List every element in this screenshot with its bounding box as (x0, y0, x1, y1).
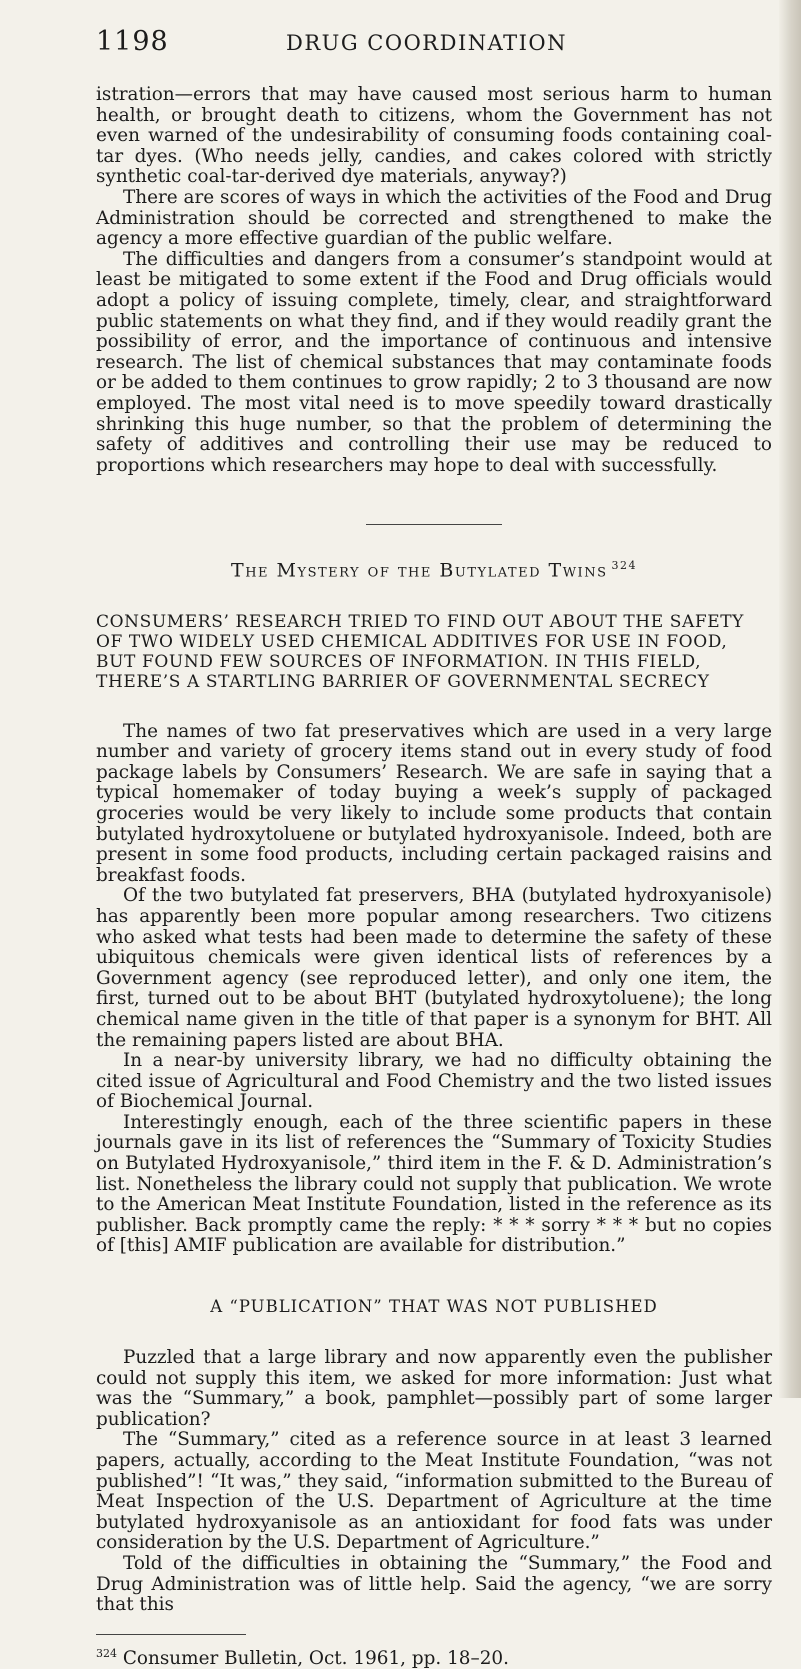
paragraph: There are scores of ways in which the activities of the Food and Drug Administration should be corrected and strengthened to make the agency a more effective guardian of the public welfare. (96, 186, 772, 250)
subheading: A “PUBLICATION” THAT WAS NOT PUBLISHED (210, 1297, 658, 1317)
paragraph: The “Summary,” cited as a reference source in at least 3 learned papers, actually, according to the Meat Institute Foundation, “was not published”! “It was,” they said, “information submitted to the Bureau of Meat Inspection of the U.S. Department of Agriculture at the time butylated hydroxyanisole as an antioxidant for food fats was under consideration by the U.S. Department of Agriculture.” (96, 1429, 772, 1554)
paragraph: The difficulties and dangers from a consumer’s standpoint would at least be mitigated to some extent if the Food and Drug officials would adopt a policy of issuing complete, timely, clear, and straightforward public statements on what they find, and if they would readily grant the possibility of error, and the importance of continuous and intensive research. The list of chemical substances that may contaminate foods or be added to them continues to grow rapidly; 2 to 3 thousand are now employed. The most vital need is to move speedily toward drastically shrinking this huge number, so that the problem of determining the safety of additives and controlling their use may be reduced to proportions which researchers may hope to deal with successfully. (96, 248, 772, 476)
paragraph: istration—errors that may have caused most serious harm to human health, or brought death to citizens, whom the Government has not even warned of the undesirability of consuming foods containing coal-tar dyes. (Who needs jelly, candies, and cakes colored with strictly synthetic coal-tar-derived dye materials, anyway?) (96, 84, 772, 188)
paragraph: Interestingly enough, each of the three scientific papers in these journals gave in its list of references the “Summary of Toxicity Studies on Butylated Hydroxyanisole,” third item in the F. & D. Administration’s list. Nonetheless the library could not supply that publication. We wrote to the American Meat Institute Foundation, listed in the reference as its publisher. Back promptly came the reply: * * * sorry * * * but no copies of [this] AMIF publication are available for distribution.” (96, 1111, 772, 1257)
page-edge-shadow (779, 0, 801, 1398)
footnote-divider (96, 1634, 246, 1635)
paragraph: Told of the difficulties in obtaining the “Summary,” the Food and Drug Administration was of little help. Said the agency, “we are sorry that this (96, 1552, 772, 1616)
paragraph: In a near-by university library, we had no difficulty obtaining the cited issue of Agricultural and Food Chemistry and the two listed issues of Biochemical Journal. (96, 1050, 772, 1113)
paragraph: Puzzled that a large library and now apparently even the publisher could not supply this item, we asked for more information: Just what was the “Summary,” a book, pamphlet—possibly part of some larger publication? (96, 1347, 772, 1430)
document-page (96, 26, 772, 1669)
running-header (96, 26, 772, 57)
page-number: 1198 (96, 26, 169, 57)
footnote-mark: 324 (96, 1646, 117, 1660)
footnote-reference: 324 (611, 559, 637, 573)
footnote (96, 1647, 772, 1669)
section-title (96, 559, 772, 581)
running-title: DRUG COORDINATION (286, 31, 568, 55)
section-summary: CONSUMERS’ RESEARCH TRIED TO FIND OUT ABOUT THE SAFETY OF TWO WIDELY USED CHEMICAL ADDITIVES FOR USE IN FOOD, BUT FOUND FEW SOURCES OF INFORMATION. IN THIS FIELD, THERE’S A STARTLING BARRIER OF GOVERNMENTAL SECRECY (96, 611, 745, 692)
section-divider (366, 524, 502, 525)
paragraph: Of the two butylated fat preservers, BHA (butylated hydroxyanisole) has apparently been more popular among researchers. Two citizens who asked what tests had been made to determine the safety of these ubiquitous chemicals were given identical lists of references by a Government agency (see reproduced letter), and only one item, the first, turned out to be about BHT (butylated hydroxytoluene); the long chemical name given in the title of that paper is a synonym for BHT. All the remaining papers listed are about BHA. (96, 885, 772, 1051)
footnote-text: Consumer Bulletin, Oct. 1961, pp. 18–20. (122, 1647, 509, 1669)
section-title-text: The Mystery of the Butylated Twins (231, 559, 608, 582)
paragraph: The names of two fat preservatives which are used in a very large number and variety of grocery items stand out in every study of food package labels by Consumers’ Research. We are safe in saying that a typical homemaker of today buying a week’s supply of packaged groceries would be very likely to include some products that contain butylated hydroxytoluene or butylated hydroxyanisole. Indeed, both are present in some food products, including certain packaged raisins and breakfast foods. (96, 720, 772, 886)
